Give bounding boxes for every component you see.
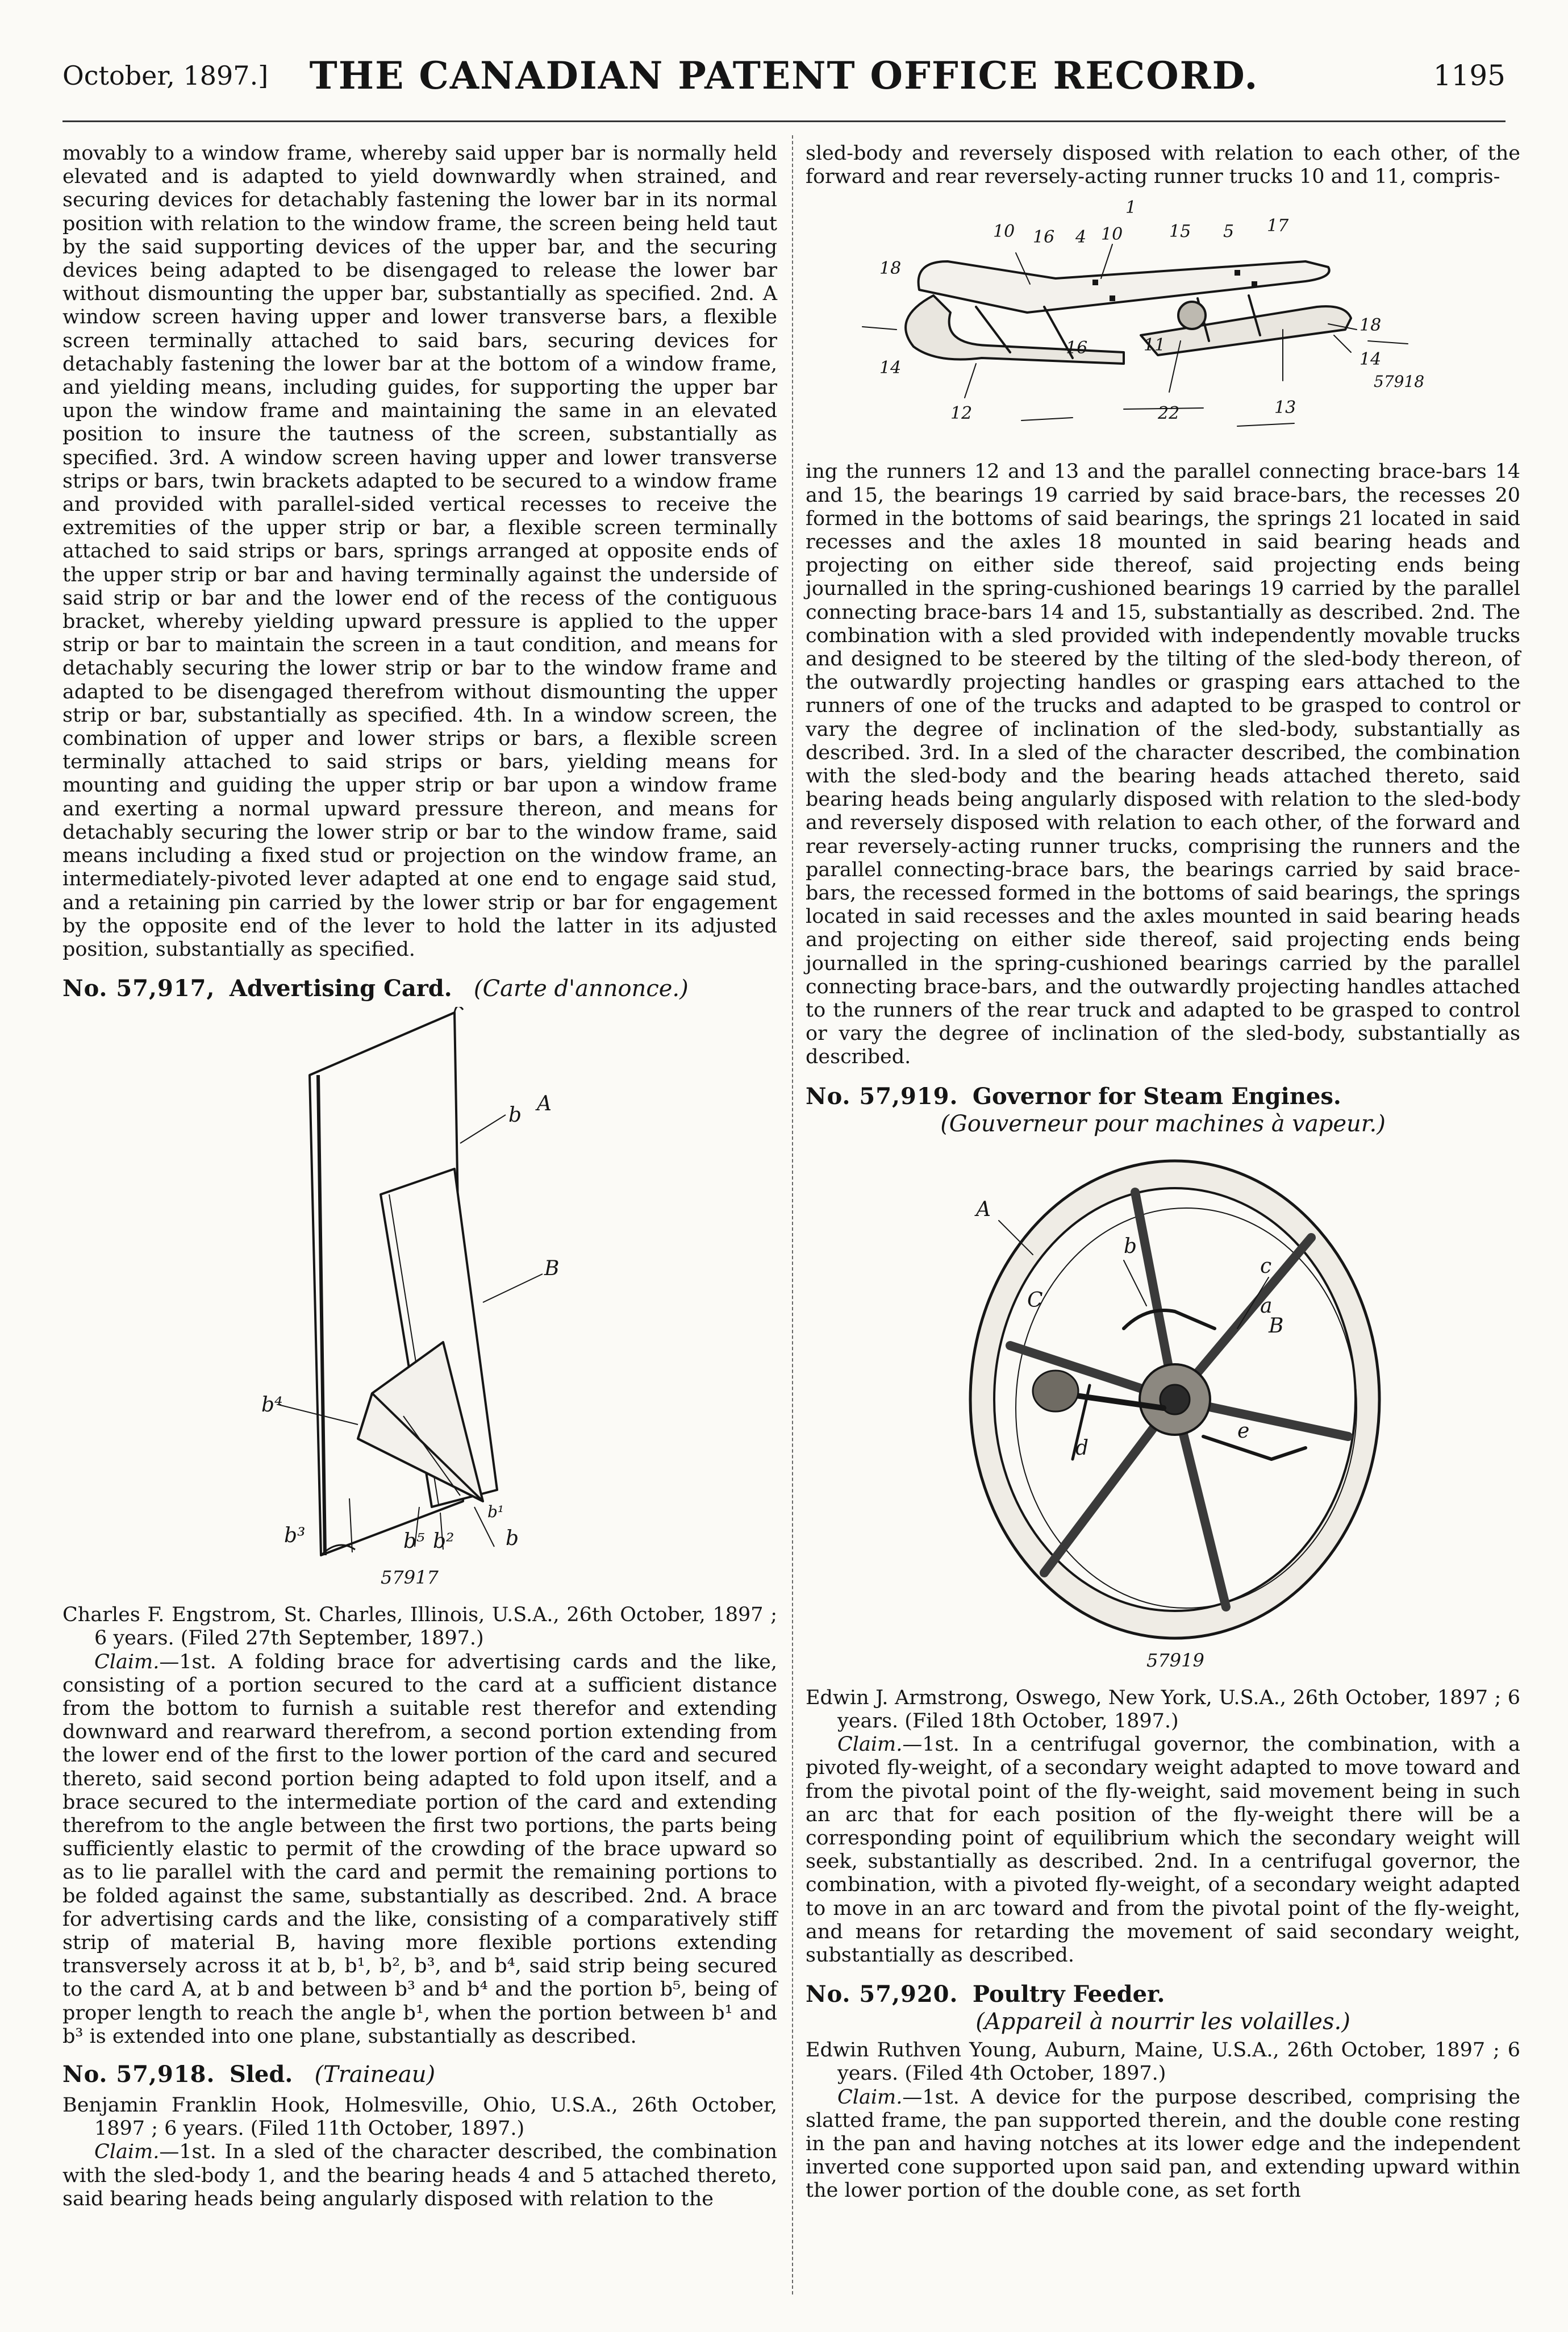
sled-label-22: 22 bbox=[1158, 403, 1180, 424]
gov-label-c: c bbox=[1260, 1254, 1272, 1278]
claims-57918 bbox=[62, 2141, 777, 2211]
patent-number: No. 57,917, bbox=[62, 975, 215, 1002]
fig-label-B: B bbox=[544, 1257, 560, 1281]
gov-label-d: d bbox=[1075, 1436, 1089, 1460]
claim-text: —1st. In a centrifugal governor, the combination, with a pivoted fly-weight, of a secondary weight adapted to move toward and from the pivotal point of the fly-weight, said movement being in such an arc that for each position of the fly-weight there will be a corresponding point of equilibrium which the secondary weight will seek, substantially as described. 2nd. In a centrifugal governor, the combination, with a pivoted fly-weight, of a secondary weight adapted to move in an arc toward and from the pivotal point of the fly-weight, and means for retarding the movement of said secondary weight, substantially as described. bbox=[806, 1733, 1520, 1967]
claims-57920 bbox=[806, 2086, 1520, 2203]
inventor-57920: Edwin Ruthven Young, Auburn, Maine, U.S.A., 26th October, 1897 ; 6 years. (Filed 4th October, 1897.) bbox=[806, 2039, 1520, 2085]
claims-57917 bbox=[62, 1651, 777, 2048]
sled-label-14b: 14 bbox=[1360, 349, 1382, 370]
patent-heading-57918 bbox=[62, 2061, 777, 2088]
fig-label-b5: b⁵ bbox=[403, 1530, 425, 1554]
sled-label-10: 10 bbox=[993, 222, 1015, 242]
governor-figure-number: 57919 bbox=[1146, 1649, 1204, 1671]
claim-label: Claim. bbox=[94, 2141, 160, 2164]
claim-label: Claim. bbox=[837, 2085, 903, 2109]
fig-label-b2: b² bbox=[433, 1530, 454, 1554]
sled-label-17: 17 bbox=[1267, 216, 1289, 236]
patent-french-title: (Appareil à nourrir les volailles.) bbox=[975, 2009, 1350, 2035]
fig-label-b4: b⁴ bbox=[261, 1393, 283, 1417]
claims-57919 bbox=[806, 1733, 1520, 1967]
patent-title: Advertising Card. bbox=[229, 975, 452, 1002]
sled-label-14a: 14 bbox=[879, 358, 902, 378]
column-divider bbox=[792, 135, 793, 2294]
sled-label-12: 12 bbox=[950, 403, 973, 424]
patent-title: Poultry Feeder. bbox=[972, 1981, 1165, 2008]
gov-label-a: a bbox=[1260, 1294, 1273, 1318]
patent-title: Sled. bbox=[229, 2060, 293, 2088]
sled-label-1: 1 bbox=[1125, 198, 1137, 218]
governor-figure bbox=[806, 1141, 1520, 1686]
continued-sled-claim-top: sled-body and reversely disposed with relation to each other, of the forward and rear reversely-acting runner trucks 10 and 11, compris- bbox=[806, 142, 1520, 189]
sled-label-13: 13 bbox=[1274, 398, 1296, 418]
left-column bbox=[62, 142, 777, 2211]
sled-figure-number: 57918 bbox=[1374, 372, 1425, 392]
continued-claims-window-screen: movably to a window frame, whereby said upper bar is normally held elevated and is adapted to yield downwardly when strained, and securing devices for detachably fastening the lower bar in its normal position with relation to the window frame, the screen being held taut by the said supporting devices of the upper bar, and the securing devices being adapted to be disengaged to release the lower bar without dismounting the upper bar, substantially as specified. 2nd. A window screen having upper and lower transverse bars, a flexible screen terminally attached to said bars, securing devices for detachably fastening the lower bar at the bottom of a window frame, and yielding means, including guides, for supporting the upper bar upon the window frame and maintaining the same in an elevated position to insure the tautness of the screen, substantially as specified. 3rd. A window screen having upper and lower transverse strips or bars, twin brackets adapted to be secured to a window frame and provided with parallel-sided vertical recesses to receive the extremities of the upper strip or bar, a flexible screen terminally attached to said strips or bars, springs arranged at opposite ends of the upper strip or bar and having terminally against the underside of said strip or bar and the lower end of the recess of the contiguous bracket, whereby yielding upward pressure is applied to the upper strip or bar to maintain the screen in a taut condition, and means for detachably securing the lower strip or bar to the window frame and adapted to be disengaged therefrom without dismounting the upper strip or bar, substantially as specified. 4th. In a window screen, the combination of upper and lower strips or bars, a flexible screen terminally attached to said strips or bars, yielding means for mounting and guiding the upper strip or bar upon a window frame and exerting a normal upward pressure thereon, and means for detachably securing the lower strip or bar to the window frame, said means including a fixed stud or projection on the window frame, an intermediately-pivoted lever adapted at one end to engage said stud, and a retaining pin carried by the lower strip or bar for engagement by the opposite end of the lever to hold the latter in its adjusted position, substantially as specified. bbox=[62, 142, 777, 961]
patent-heading-57919 bbox=[806, 1083, 1520, 1110]
fig-label-b3: b³ bbox=[284, 1524, 306, 1548]
patent-title: Governor for Steam Engines. bbox=[972, 1082, 1341, 1110]
gov-label-A: A bbox=[976, 1197, 991, 1221]
fig-label-b-lower: b bbox=[506, 1527, 519, 1551]
sled-label-16b: 16 bbox=[1066, 338, 1088, 359]
patent-heading-57917 bbox=[62, 975, 777, 1002]
figure-number: 57917 bbox=[381, 1567, 439, 1589]
patent-number: No. 57,920. bbox=[806, 1981, 958, 2008]
sled-label-18a: 18 bbox=[879, 259, 902, 279]
sled-figure bbox=[806, 193, 1520, 460]
page-number: 1195 bbox=[1433, 59, 1506, 92]
page-header bbox=[62, 53, 1506, 105]
publication-title: THE CANADIAN PATENT OFFICE RECORD. bbox=[309, 53, 1259, 98]
claim-text: —1st. A folding brace for advertising cards and the like, consisting of a portion secured to the card at a sufficient distance from the bottom to furnish a suitable rest therefor and extending downward and rearward therefrom, a second portion extending from the lower end of the first to the lower portion of the card and secured thereto, said second portion being adapted to fold upon itself, and a brace secured to the intermediate portion of the card and extending therefrom to the angle between the first two portions, the parts being sufficiently elastic to permit of the crowding of the brace upward so as to lie parallel with the card and permit the remaining portions to be folded against the same, substantially as described. 2nd. A brace for advertising cards and the like, consisting of a comparatively stiff strip of material B, having more flexible portions extending transversely across it at b, b¹, b², b³, and b⁴, said strip being secured to the card A, at b and between b³ and b⁴ and the portion b⁵, being of proper length to reach the angle b¹, when the portion between b¹ and b³ is extended into one plane, substantially as described. bbox=[62, 1650, 777, 2048]
gov-label-b: b bbox=[1124, 1234, 1137, 1258]
sled-label-16: 16 bbox=[1033, 227, 1055, 248]
advertising-card-figure bbox=[62, 1007, 777, 1604]
sled-label-4: 4 bbox=[1075, 227, 1087, 248]
patent-french-title: (Traineau) bbox=[314, 2061, 436, 2088]
gov-label-B: B bbox=[1269, 1314, 1284, 1338]
header-rule bbox=[62, 120, 1506, 122]
fig-label-b: b bbox=[508, 1103, 522, 1127]
continued-sled-claims: ing the runners 12 and 13 and the parallel connecting brace-bars 14 and 15, the bearings 19 carried by said brace-bars, the recesses 20 formed in the bottoms of said bearings, the springs 21 located in said recesses and the axles 18 mounted in said bearing heads and projecting on either side thereof, said projecting ends being journalled in the spring-cushioned bearings 19 carried by the parallel connecting brace-bars 14 and 15, substantially as described. 2nd. The combination with a sled provided with independently movable trucks and designed to be steered by the tilting of the sled-body thereon, of the outwardly projecting handles or grasping ears attached to the runners of one of the trucks and adapted to be grasped to control or vary the degree of inclination of the sled-body, substantially as described. 3rd. In a sled of the character described, the combination with the sled-body and the bearing heads attached thereto, said bearing heads being angularly disposed with relation to the sled-body and reversely disposed with relation to each other, of the forward and rear reversely-acting runner trucks, comprising the runners and the parallel connecting-brace bars, the bearings carried by said brace-bars, the recessed formed in the bottoms of said bearings, the springs located in said recesses and the axles mounted in said bearing heads and projecting on either side thereof, said projecting ends being journalled in the spring-cushioned bearings carried by the parallel connecting brace-bars, and the outwardly projecting handles attached to the runners of the rear truck and adapted to be grasped to control or vary the degree of inclination of the sled-body, substantially as described. bbox=[806, 460, 1520, 1069]
sled-label-18b: 18 bbox=[1360, 315, 1382, 336]
patent-heading-57920 bbox=[806, 1981, 1520, 2008]
gov-label-C: C bbox=[1027, 1288, 1043, 1312]
claim-text: —1st. A device for the purpose described, comprising the slatted frame, the pan supported therein, and the double cone resting in the pan and having notches at its lower edge and the independent inverted cone supported upon said pan, and extending upward within the lower portion of the double cone, as set forth bbox=[806, 2085, 1520, 2202]
patent-number: No. 57,919. bbox=[806, 1082, 958, 1110]
inventor-57918: Benjamin Franklin Hook, Holmesville, Ohio, U.S.A., 26th October, 1897 ; 6 years. (Filed 11th October, 1897.) bbox=[62, 2093, 777, 2141]
right-column bbox=[806, 142, 1520, 2203]
inventor-57917: Charles F. Engstrom, St. Charles, Illinois, U.S.A., 26th October, 1897 ; 6 years. (Filed 27th September, 1897.) bbox=[62, 1604, 777, 1650]
fig-label-b1: b¹ bbox=[487, 1502, 504, 1522]
inventor-57919: Edwin J. Armstrong, Oswego, New York, U.S.A., 26th October, 1897 ; 6 years. (Filed 18th October, 1897.) bbox=[806, 1686, 1520, 1733]
patent-french-title: (Gouverneur pour machines à vapeur.) bbox=[940, 1110, 1386, 1137]
sled-label-15: 15 bbox=[1169, 222, 1191, 242]
patent-number: No. 57,918. bbox=[62, 2060, 215, 2088]
fig-label-A: A bbox=[537, 1092, 552, 1116]
patent-french-title: (Carte d'annonce.) bbox=[473, 976, 689, 1002]
sled-label-5: 5 bbox=[1223, 222, 1235, 242]
claim-label: Claim. bbox=[94, 1650, 160, 1673]
sled-label-11: 11 bbox=[1144, 335, 1166, 356]
claim-text: —1st. In a sled of the character described, the combination with the sled-body 1, and the bearing heads 4 and 5 attached thereto, said bearing heads being angularly disposed with relation to the bbox=[62, 2141, 777, 2210]
sled-label-10b: 10 bbox=[1101, 224, 1123, 245]
header-date: October, 1897.] bbox=[62, 60, 269, 91]
gov-label-e: e bbox=[1237, 1419, 1250, 1443]
claim-label: Claim. bbox=[837, 1733, 903, 1756]
